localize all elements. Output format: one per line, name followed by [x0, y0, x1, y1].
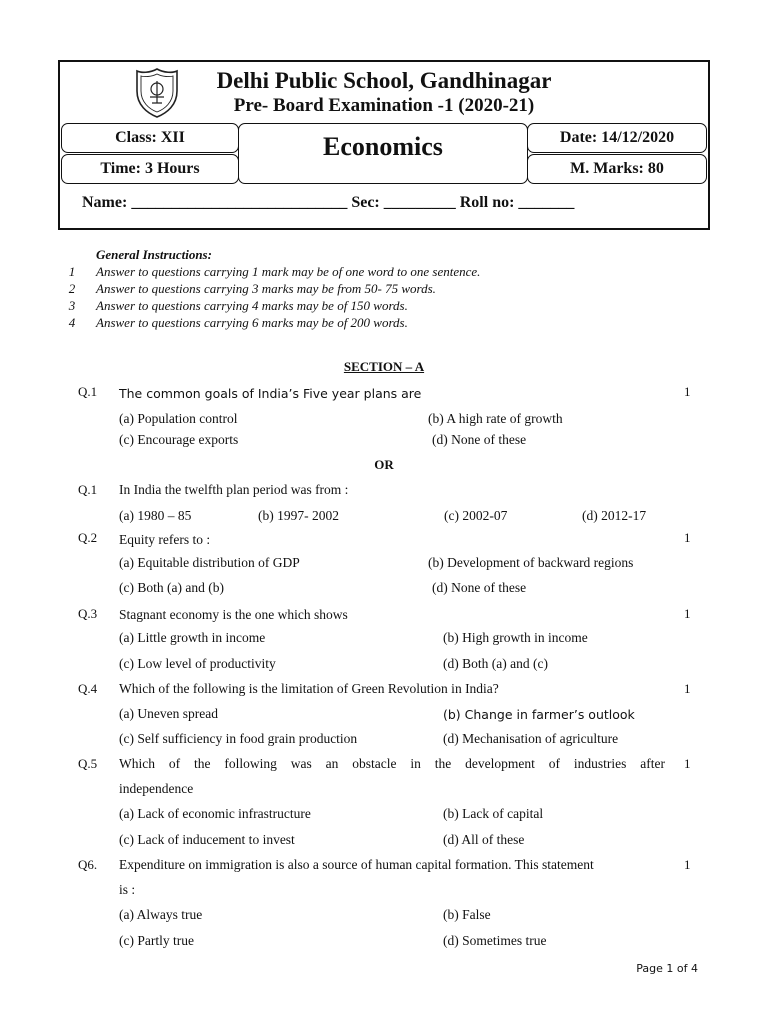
- option-d: (d) All of these: [443, 832, 525, 847]
- exam-title: Pre- Board Examination -1 (2020-21): [233, 95, 535, 116]
- instruction-number: 2: [68, 281, 76, 296]
- marks-box: M. Marks: 80: [527, 154, 707, 184]
- instruction-number: 4: [68, 315, 76, 330]
- time-box: Time: 3 Hours: [61, 154, 239, 184]
- option-a: (a) Equitable distribution of GDP: [119, 555, 300, 570]
- option-d: (d) Sometimes true: [443, 933, 547, 948]
- question-number: Q.4: [78, 681, 98, 696]
- option-c: (c) Encourage exports: [119, 432, 239, 447]
- question-text: Which of the following was an obstacle in the development of industries after: [119, 756, 665, 771]
- option-b: (b) Lack of capital: [443, 806, 544, 821]
- date-box: Date: 14/12/2020: [527, 123, 707, 153]
- question-number: Q.1: [78, 384, 98, 399]
- option-b: (b) False: [443, 907, 491, 922]
- option-c: (c) 2002-07: [444, 508, 508, 523]
- page-number: Page 1 of 4: [636, 962, 698, 975]
- instruction-text: Answer to questions carrying 1 mark may be of one word to one sentence.: [96, 264, 481, 279]
- option-d: (d) None of these: [432, 432, 527, 447]
- option-c: (c) Partly true: [119, 933, 194, 948]
- question-text: In India the twelfth plan period was from :: [119, 482, 349, 497]
- question-number: Q.5: [78, 756, 98, 771]
- question-number: Q.3: [78, 606, 98, 621]
- question-text: Equity refers to :: [119, 532, 211, 547]
- option-a: (a) 1980 – 85: [119, 508, 192, 523]
- option-b: (b) 1997- 2002: [258, 508, 339, 523]
- option-d: (d) Mechanisation of agriculture: [443, 731, 619, 746]
- option-c: (c) Lack of inducement to invest: [119, 832, 295, 847]
- option-a: (a) Uneven spread: [119, 706, 218, 721]
- student-details-line: Name: ___________________________ Sec: _________ Roll no: _______: [82, 194, 575, 211]
- option-b: (b) Change in farmer’s outlook: [443, 707, 635, 722]
- instruction-number: 3: [68, 298, 76, 313]
- option-a: (a) Always true: [119, 907, 203, 922]
- option-a: (a) Population control: [119, 411, 238, 426]
- subject-box: Economics: [238, 123, 528, 184]
- option-d: (d) None of these: [432, 580, 527, 595]
- question-number: Q.2: [78, 530, 98, 545]
- question-text: Expenditure on immigration is also a source of human capital formation. This statement: [119, 857, 594, 872]
- option-c: (c) Both (a) and (b): [119, 580, 224, 595]
- option-b: (b) High growth in income: [443, 630, 588, 645]
- instruction-text: Answer to questions carrying 3 marks may be from 50- 75 words.: [96, 281, 436, 296]
- question-number: Q6.: [78, 857, 98, 872]
- or-separator: OR: [374, 457, 394, 472]
- option-d: (d) 2012-17: [582, 508, 647, 523]
- instruction-number: 1: [68, 264, 76, 279]
- question-text-continued: independence: [119, 781, 194, 796]
- school-name: Delhi Public School, Gandhinagar: [216, 68, 552, 93]
- question-marks: 1: [684, 681, 691, 696]
- instruction-text: Answer to questions carrying 6 marks may be of 200 words.: [96, 315, 408, 330]
- question-marks: 1: [684, 606, 691, 621]
- option-a: (a) Little growth in income: [119, 630, 266, 645]
- instructions-heading: General Instructions:: [96, 247, 212, 262]
- question-text: Which of the following is the limitation of Green Revolution in India?: [119, 681, 499, 696]
- option-d: (d) Both (a) and (c): [443, 656, 548, 671]
- section-heading: SECTION – A: [343, 359, 425, 374]
- class-box: Class: XII: [61, 123, 239, 153]
- question-marks: 1: [684, 857, 691, 872]
- option-c: (c) Low level of productivity: [119, 656, 276, 671]
- question-marks: 1: [684, 530, 691, 545]
- question-marks: 1: [684, 384, 691, 399]
- question-marks: 1: [684, 756, 691, 771]
- question-text: The common goals of India’s Five year plans are: [119, 386, 422, 401]
- option-c: (c) Self sufficiency in food grain production: [119, 731, 358, 746]
- question-text-continued: is :: [119, 882, 136, 897]
- option-a: (a) Lack of economic infrastructure: [119, 806, 311, 821]
- option-b: (b) A high rate of growth: [428, 411, 563, 426]
- question-number: Q.1: [78, 482, 98, 497]
- question-text: Stagnant economy is the one which shows: [119, 607, 348, 622]
- option-b: (b) Development of backward regions: [428, 555, 634, 570]
- instruction-text: Answer to questions carrying 4 marks may be of 150 words.: [96, 298, 408, 313]
